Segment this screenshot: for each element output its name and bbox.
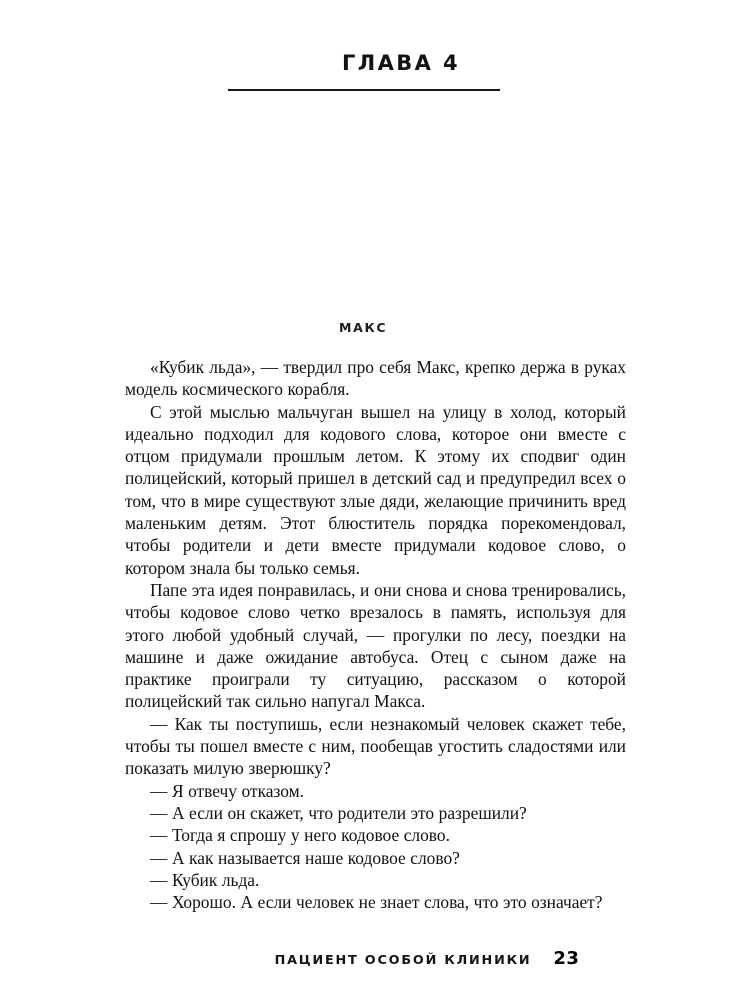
page-footer	[0, 948, 750, 969]
chapter-title: ГЛАВА 4	[341, 51, 461, 75]
chapter-divider-rule	[228, 89, 500, 91]
paragraph: «Кубик льда», — твердил про себя Макс, крепко держа в руках модель космического корабля.	[125, 357, 626, 400]
dialogue-line: — Кубик льда.	[150, 869, 260, 890]
body-text-block	[125, 356, 626, 913]
paragraph: Папе эта идея понравилась, и они снова и снова тренировались, чтобы кодовое слово четко врезалось в память, используя для этого любой удобный случай, — прогулки по лесу, поездки на машине и даже ожидание автобуса. Отец с сыном даже на практике проиграли ту ситуацию, рассказом о которой полицейский так сильно напугал Макса.	[125, 579, 626, 712]
dialogue-line: — Хорошо. А если человек не знает слова, что это означает?	[150, 892, 603, 913]
page-number: 23	[553, 948, 580, 969]
dialogue-line: — А как называется наше кодовое слово?	[150, 847, 460, 868]
section-speaker-label: МАКС	[339, 320, 388, 335]
chapter-heading	[0, 52, 750, 75]
dialogue-line: — А если он скажет, что родители это разрешили?	[150, 802, 527, 823]
dialogue-line: — Я отвечу отказом.	[150, 780, 304, 801]
dialogue-line: — Тогда я спрошу у него кодовое слово.	[150, 825, 450, 846]
footer-book-title: ПАЦИЕНТ ОСОБОЙ КЛИНИКИ	[274, 953, 532, 968]
paragraph: С этой мыслью мальчуган вышел на улицу в холод, который идеально подходил для кодового слова, которое они вместе с отцом придумали прошлым летом. К этому их сподвиг один полицейский, который пришел в детский сад и предупредил всех о том, что в мире существуют злые дяди, желающие причинить вред маленьким детям. Этот блюститель порядка порекомендовал, чтобы родители и дети вместе придумали кодовое слово, о котором знала бы только семья.	[125, 401, 626, 578]
dialogue-line: — Как ты поступишь, если незнакомый человек скажет тебе, чтобы ты пошел вместе с ним, пообещав угостить сладостями или показать милую зверюшку?	[125, 713, 626, 779]
